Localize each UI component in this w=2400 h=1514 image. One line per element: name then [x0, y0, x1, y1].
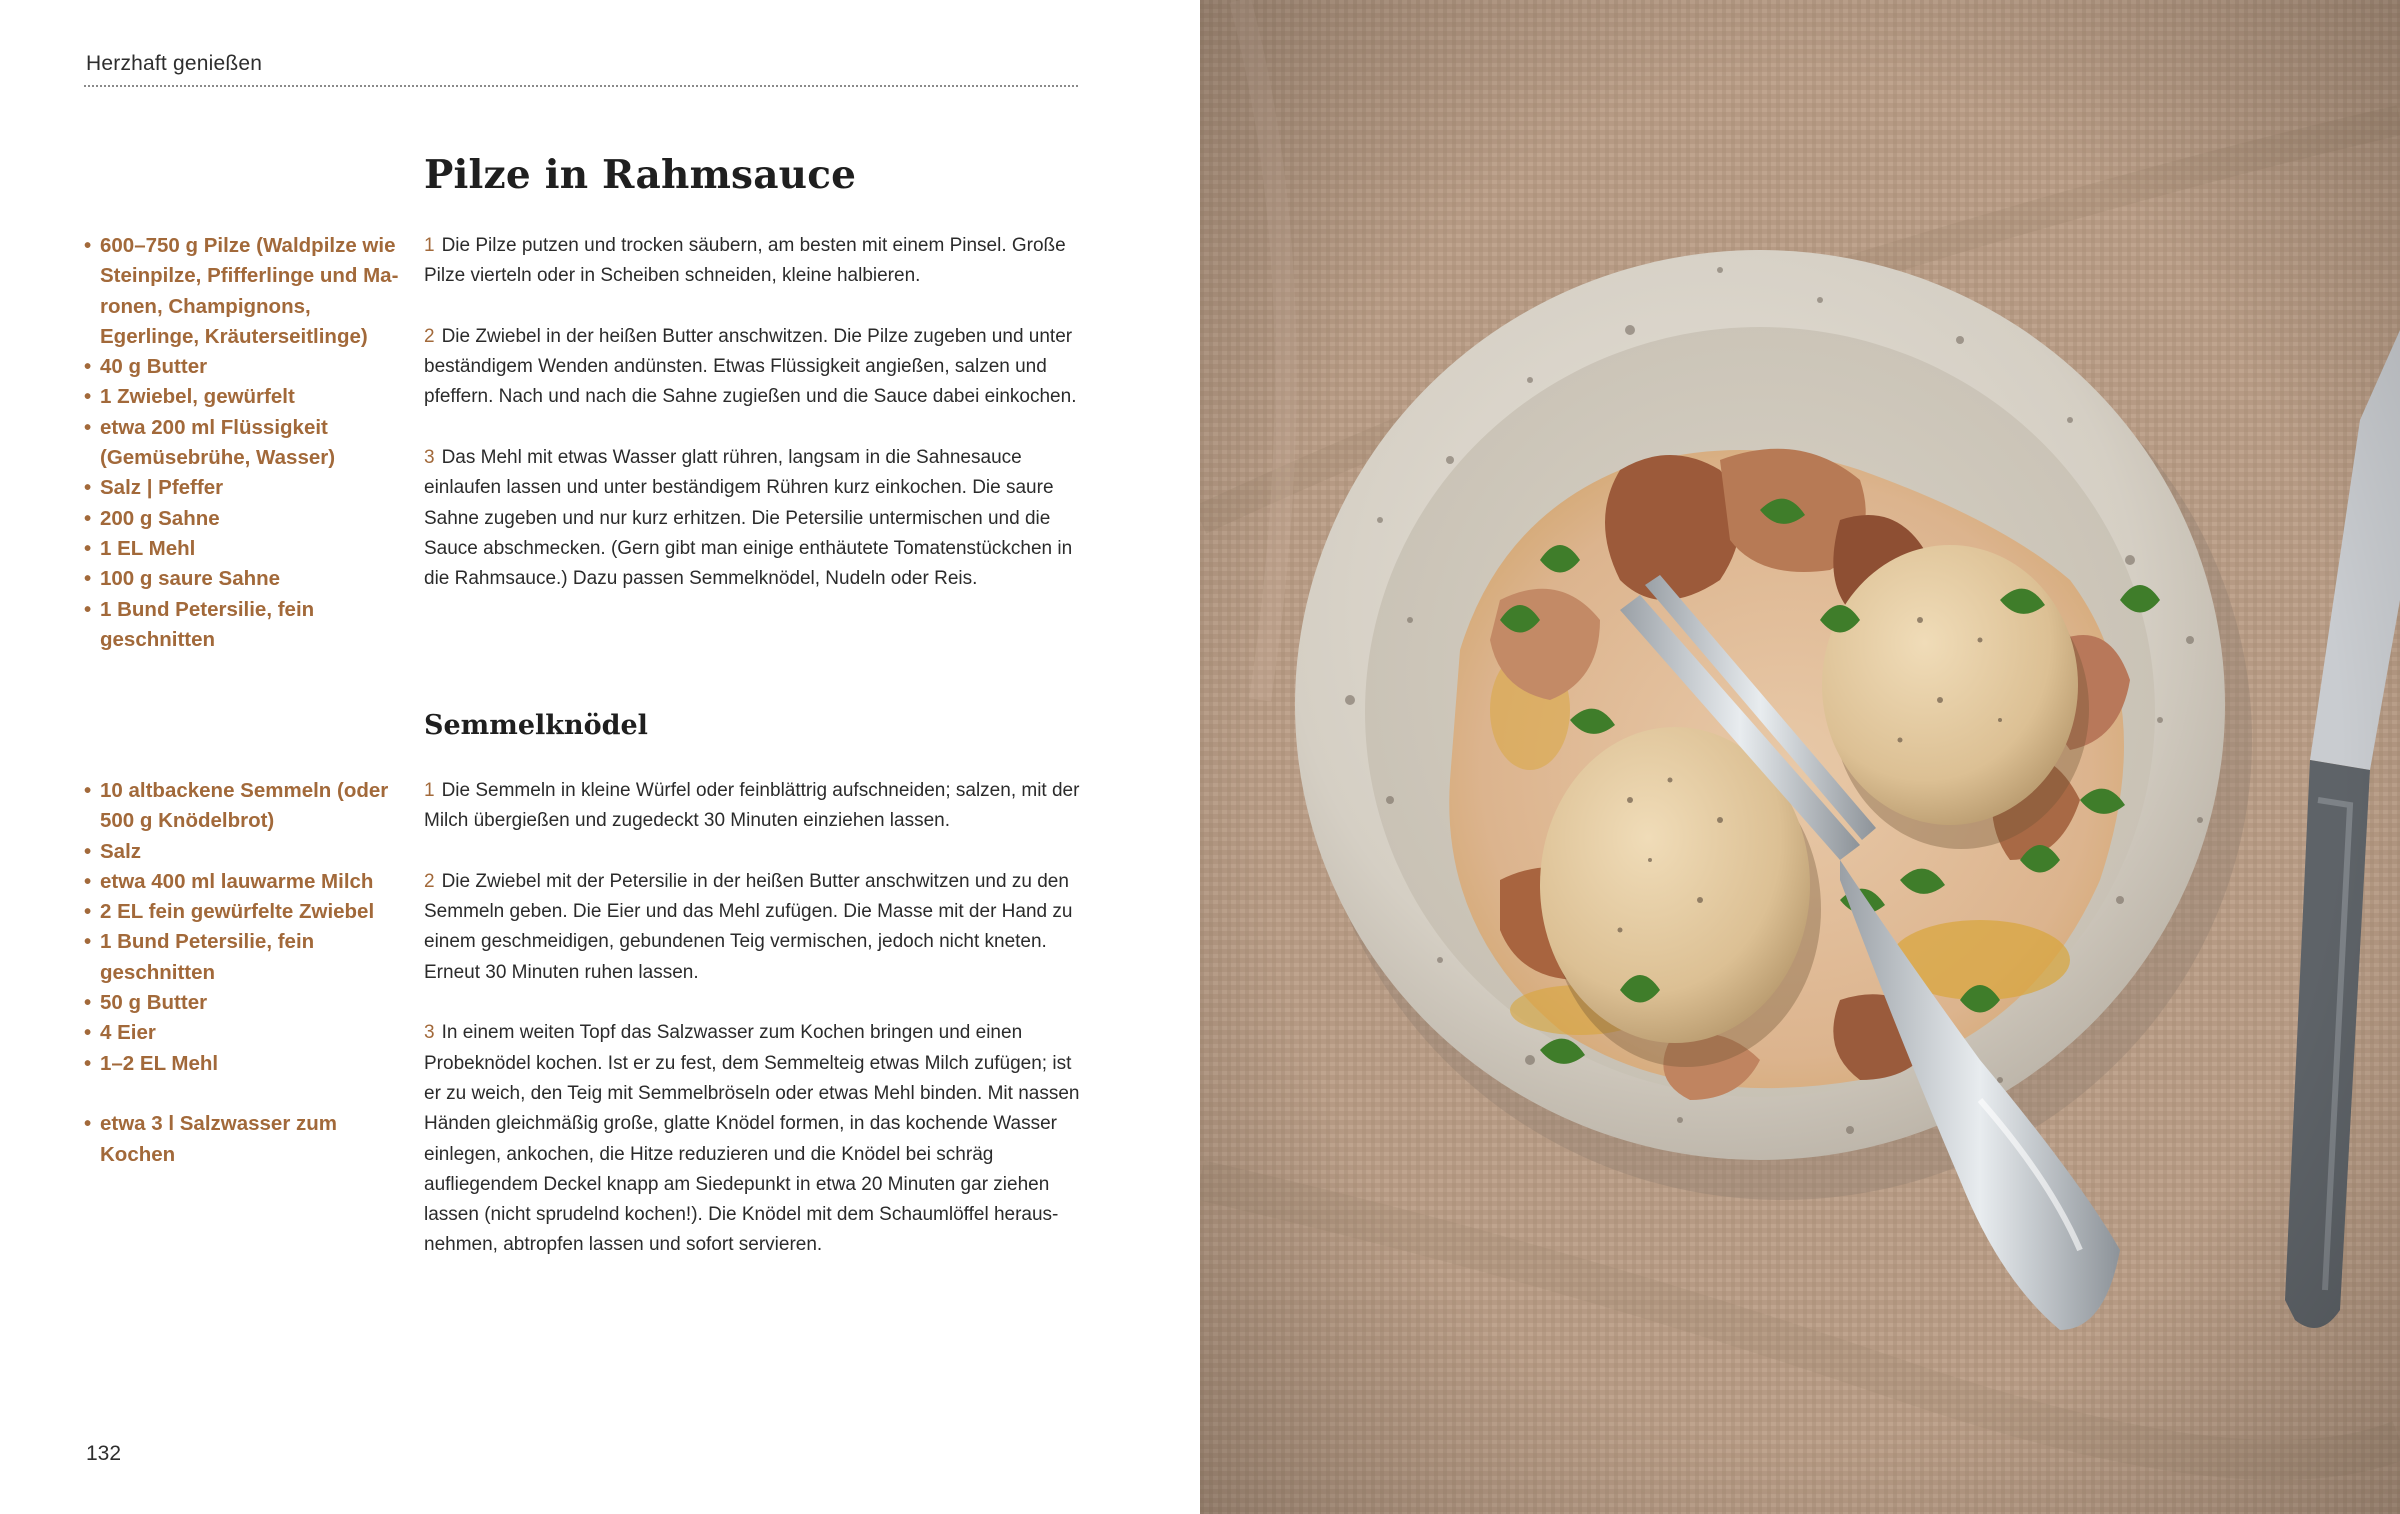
ingredient-item: • 1 Bund Petersilie, fein geschnitten: [84, 595, 404, 656]
ingredient-list: [84, 231, 404, 655]
ingredient-item: • 100 g saure Sahne: [84, 564, 404, 594]
step-number: 2: [424, 325, 435, 347]
ingredient-item: • 600–750 g Pilze (Waldpilze wie Steinpilze, Pfifferlinge und Ma-ronen, Champignons, Egerlinge, Kräuterseitlinge): [84, 231, 404, 352]
side-method-steps: [424, 776, 1084, 1291]
ingredient-item: • 40 g Butter: [84, 352, 404, 382]
ingredient-item: • 2 EL fein gewürfelte Zwiebel: [84, 897, 404, 927]
recipe-title: Pilze in Rahmsauce: [424, 152, 857, 198]
ingredient-item: • 4 Eier: [84, 1018, 404, 1048]
ingredient-item: • etwa 3 l Salzwasser zum Kochen: [84, 1109, 404, 1170]
ingredient-item: • Salz: [84, 837, 404, 867]
method-step: [424, 231, 1084, 292]
page-number: 132: [86, 1442, 122, 1465]
ingredient-item: • 50 g Butter: [84, 988, 404, 1018]
step-number: 1: [424, 780, 435, 801]
step-number: 3: [424, 1022, 435, 1044]
running-head: Herzhaft genießen: [86, 52, 263, 75]
ingredient-item: • 10 altbackene Semmeln (oder 500 g Knödelbrot): [84, 776, 404, 837]
method-step: [424, 867, 1084, 988]
method-step: [424, 322, 1084, 413]
ingredient-item: • 1 EL Mehl: [84, 534, 404, 564]
method-step: [424, 443, 1084, 594]
step-number: 3: [424, 447, 435, 469]
side-recipe-title: Semmelknödel: [424, 710, 648, 741]
ingredient-item: • Salz | Pfeffer: [84, 473, 404, 503]
dish-photo: [1200, 0, 2400, 1514]
ingredient-item: • 200 g Sahne: [84, 504, 404, 534]
step-number: 1: [424, 235, 435, 256]
ingredient-item: • etwa 400 ml lauwarme Milch: [84, 867, 404, 897]
step-text: Die Pilze putzen und trocken säubern, am besten mit einem Pinsel. Große Pilze vierteln oder in Scheiben schneiden, kleine halbieren.: [424, 235, 1066, 287]
side-ingredient-list: [84, 776, 404, 1170]
step-text: Die Zwiebel in der heißen Butter anschwitzen. Die Pilze zugeben und unter beständigem Wenden andünsten. Etwas Flüssigkeit angießen, salzen und pfeffern. Nach und nach die Sahne zugießen und die Sauce dabei einkochen.: [424, 325, 1077, 408]
step-text: Das Mehl mit etwas Wasser glatt rühren, langsam in die Sahnesauce einlaufen lassen und unter beständigem Rühren kurz einkochen. Die saure Sahne zugeben und nur kurz erhitzen. Die Petersilie untermischen und die Sauce abschmecken. (Gern gibt man einige enthäutete Tomatenstückchen in die Rahmsauce.) Dazu passen Semmelknödel, Nudeln oder Reis.: [424, 447, 1073, 590]
ingredient-item: • etwa 200 ml Flüssigkeit (Gemüsebrühe, Wasser): [84, 413, 404, 474]
ingredient-item: • 1 Zwiebel, gewürfelt: [84, 382, 404, 412]
method-step: [424, 1018, 1084, 1260]
step-text: In einem weiten Topf das Salzwasser zum Kochen bringen und einen Probeknödel kochen. Ist er zu fest, dem Semmelteig etwas Milch zufügen; ist er zu weich, den Teig mit Semmelbröseln oder etwas Mehl binden. Mit nassen Händen gleichmäßig große, glatte Knödel formen, in das kochende Wasser einlegen, ankochen, die Hitze reduzieren und die Knödel bei schräg aufliegendem Deckel knapp am Siedepunkt in etwa 20 Minuten gar ziehen lassen (nicht sprudelnd kochen!). Die Knödel mit dem Schaumlöffel heraus-nehmen, abtropfen lassen und sofort servieren.: [424, 1022, 1080, 1256]
ingredient-item: • 1–2 EL Mehl: [84, 1049, 404, 1079]
method-step: [424, 776, 1084, 837]
dish-illustration: [1200, 0, 2400, 1514]
method-steps: [424, 231, 1084, 625]
step-text: Die Zwiebel mit der Petersilie in der heißen Butter anschwitzen und zu den Semmeln geben. Die Eier und das Mehl zufügen. Die Masse mit der Hand zu einem geschmeidigen, gebundenen Teig vermischen, jedoch nicht kneten. Erneut 30 Minuten ruhen lassen.: [424, 870, 1073, 983]
header-divider: [84, 85, 1078, 87]
step-text: Die Semmeln in kleine Würfel oder feinblättrig aufschneiden; salzen, mit der Milch übergießen und zugedeckt 30 Minuten einziehen lassen.: [424, 780, 1080, 832]
ingredient-item: • 1 Bund Petersilie, fein geschnitten: [84, 927, 404, 988]
step-number: 2: [424, 870, 435, 892]
